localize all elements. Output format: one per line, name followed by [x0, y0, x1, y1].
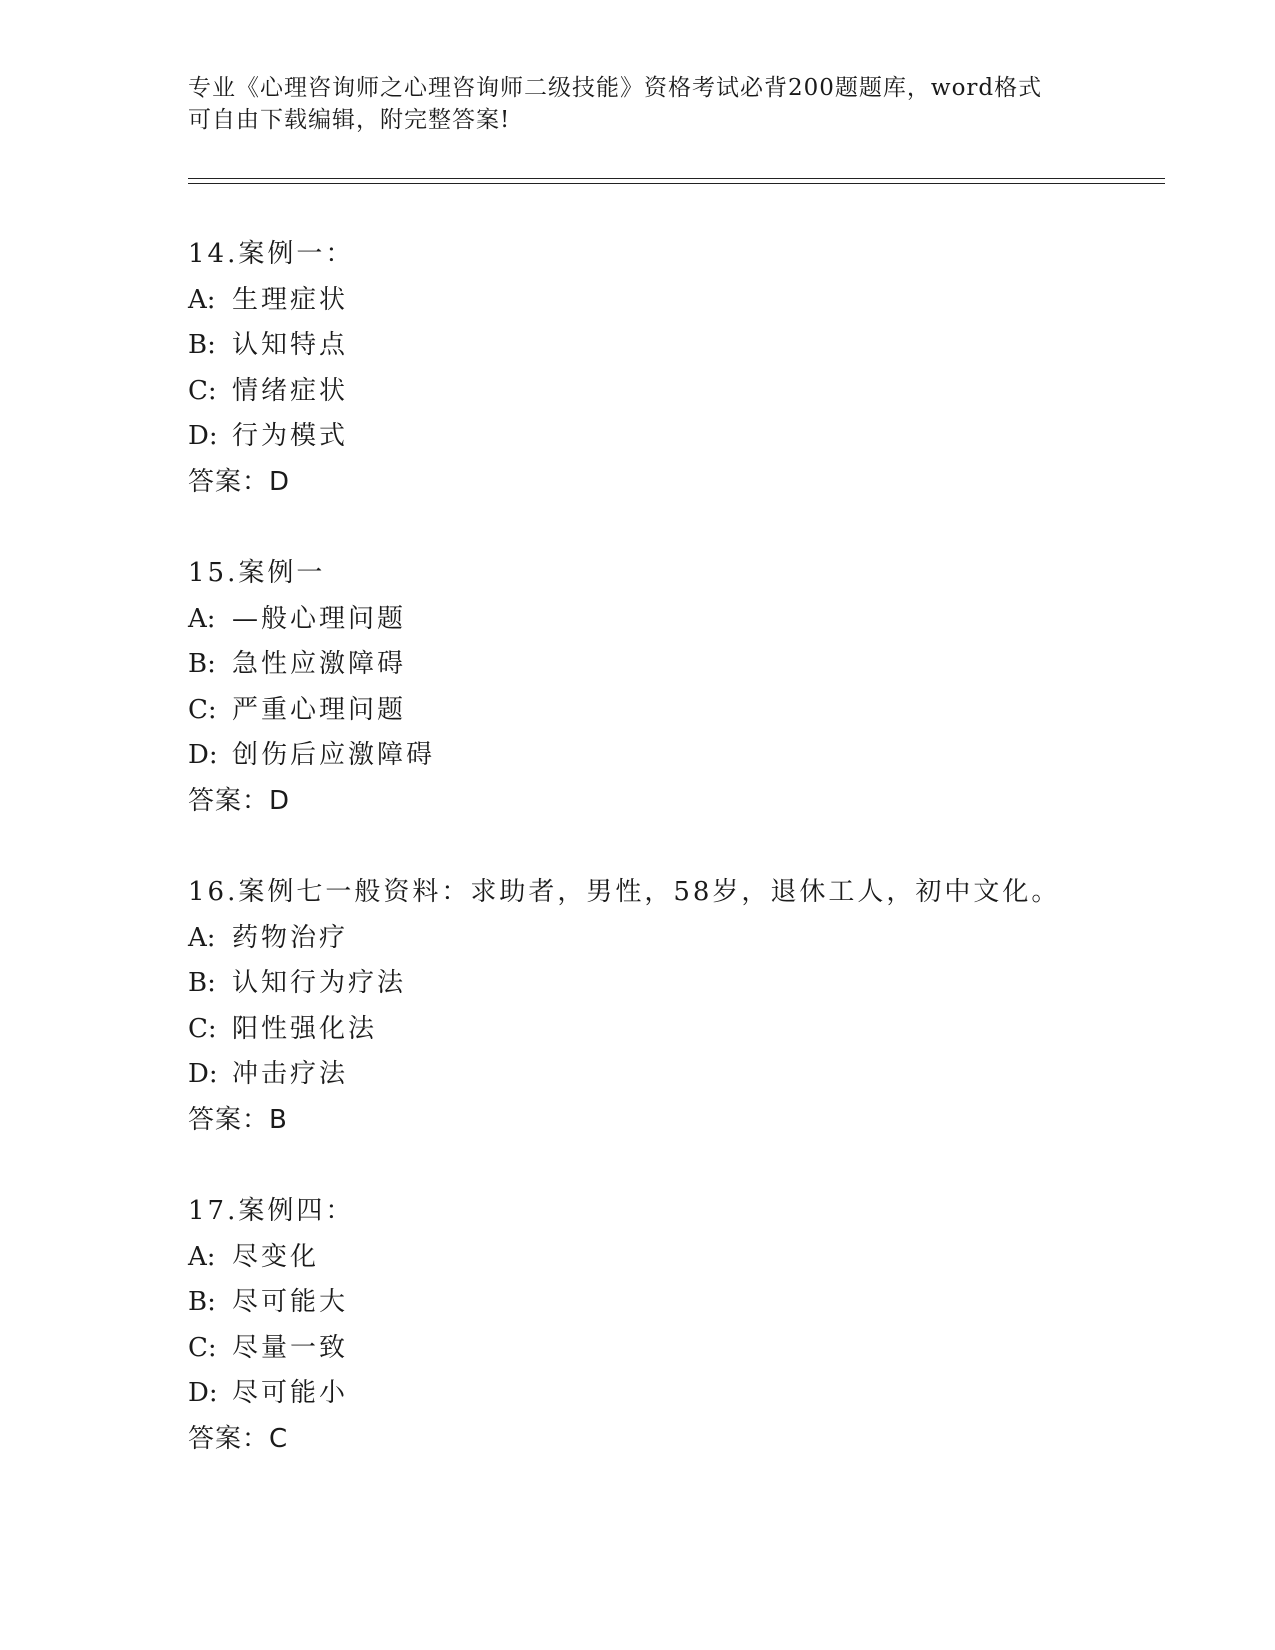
- option-text: 认知行为疗法: [232, 968, 407, 998]
- option-letter: B:: [188, 330, 216, 360]
- option-text: 情绪症状: [232, 375, 349, 406]
- option-a: [188, 597, 1148, 643]
- option-text: 尽可能小: [232, 1378, 349, 1408]
- option-letter: D:: [188, 740, 218, 770]
- option-letter: C:: [188, 1013, 217, 1044]
- header-divider-top: [188, 178, 1165, 179]
- option-text: 尽可能大: [232, 1287, 349, 1317]
- option-text: 严重心理问题: [232, 694, 407, 725]
- option-letter: C:: [188, 375, 217, 406]
- option-b: [188, 642, 1148, 688]
- document-header: [188, 72, 1088, 136]
- option-letter: A:: [188, 922, 216, 953]
- option-b: [188, 961, 1148, 1007]
- option-a: [188, 916, 1148, 962]
- option-a: [188, 278, 1148, 324]
- option-a: [188, 1235, 1148, 1281]
- question-title: 14.案例一：: [188, 239, 355, 269]
- header-divider-bottom: [188, 183, 1165, 184]
- answer-line: 答案：D: [188, 785, 291, 816]
- option-letter: A:: [188, 1241, 216, 1272]
- question-title: 16.案例七一般资料：求助者，男性，58岁，退休工人，初中文化。: [188, 877, 1061, 907]
- answer-line: 答案：D: [188, 466, 291, 497]
- question-title: 17.案例四：: [188, 1196, 355, 1226]
- question-16: [188, 870, 1148, 1143]
- option-text: 尽变化: [232, 1241, 320, 1272]
- option-text: 尽量一致: [232, 1332, 349, 1363]
- option-text: 药物治疗: [232, 922, 349, 953]
- option-text: 冲击疗法: [232, 1059, 349, 1089]
- option-text: 创伤后应激障碍: [232, 740, 436, 770]
- option-c: [188, 369, 1148, 415]
- option-letter: A:: [188, 284, 216, 315]
- question-14: [188, 232, 1148, 505]
- question-17: [188, 1189, 1148, 1462]
- question-15: [188, 551, 1148, 824]
- option-text: 行为模式: [232, 421, 349, 451]
- option-letter: B:: [188, 649, 216, 679]
- option-d: [188, 1371, 1148, 1417]
- header-line-1: 专业《心理咨询师之心理咨询师二级技能》资格考试必背200题题库，word格式: [188, 75, 1043, 101]
- option-d: [188, 733, 1148, 779]
- option-c: [188, 1007, 1148, 1053]
- option-text: 阳性强化法: [232, 1013, 378, 1044]
- answer-line: 答案：B: [188, 1104, 288, 1135]
- option-text: 认知特点: [232, 330, 349, 360]
- option-text: —般心理问题: [232, 603, 407, 634]
- option-letter: D:: [188, 1059, 218, 1089]
- option-text: 急性应激障碍: [232, 649, 407, 679]
- answer-line: 答案：C: [188, 1423, 289, 1454]
- option-d: [188, 1052, 1148, 1098]
- option-letter: B:: [188, 968, 216, 998]
- option-c: [188, 688, 1148, 734]
- option-text: 生理症状: [232, 284, 349, 315]
- option-letter: B:: [188, 1287, 216, 1317]
- option-c: [188, 1326, 1148, 1372]
- option-letter: D:: [188, 421, 218, 451]
- question-title: 15.案例一: [188, 558, 326, 588]
- question-list: [188, 232, 1148, 1508]
- option-letter: C:: [188, 694, 217, 725]
- option-d: [188, 414, 1148, 460]
- option-letter: A:: [188, 603, 216, 634]
- option-letter: C:: [188, 1332, 217, 1363]
- option-b: [188, 1280, 1148, 1326]
- option-letter: D:: [188, 1378, 218, 1408]
- header-line-2: 可自由下载编辑，附完整答案!: [188, 107, 511, 133]
- option-b: [188, 323, 1148, 369]
